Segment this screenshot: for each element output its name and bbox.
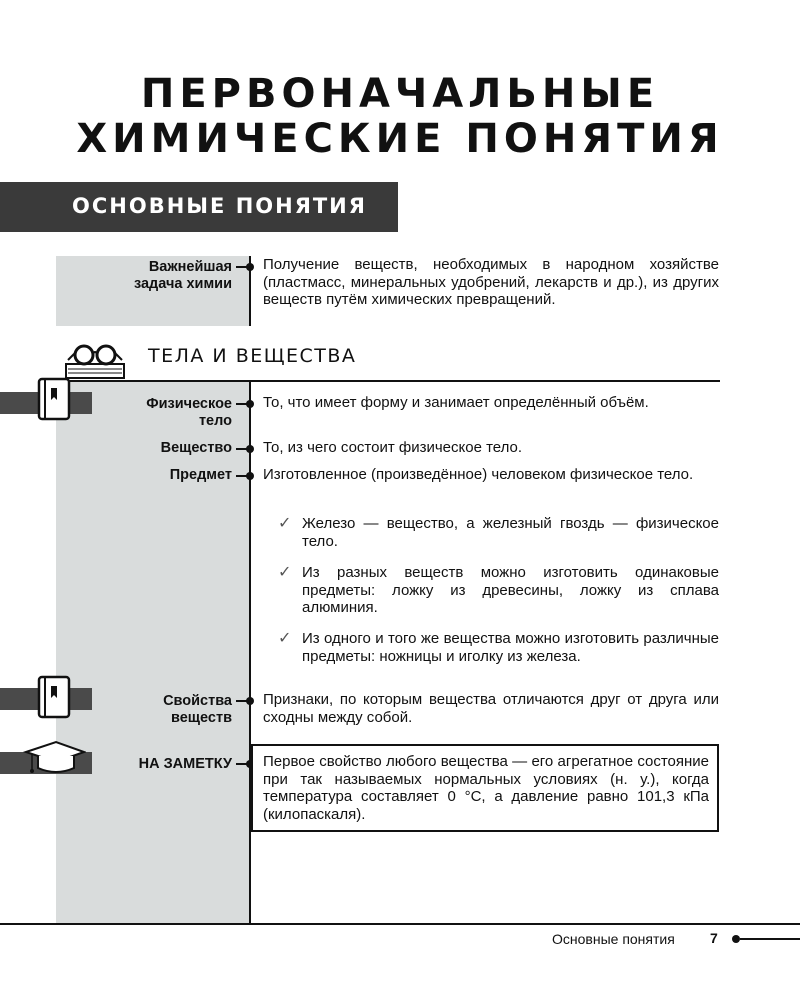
book-icon (36, 376, 72, 422)
footer-rule (0, 923, 800, 925)
subsection-title: ТЕЛА И ВЕЩЕСТВА (148, 345, 357, 367)
example-item: Железо — вещество, а железный гвоздь — физическое тело. (302, 515, 719, 550)
book-icon (36, 674, 72, 720)
section-banner-label: ОСНОВНЫЕ ПОНЯТИЯ (72, 194, 367, 218)
definition-physical-body: То, что имеет форму и занимает определённый объём. (263, 394, 649, 411)
term-column-background (56, 382, 250, 924)
note-label: НА ЗАМЕТКУ (138, 756, 232, 772)
connector-dot (246, 697, 254, 705)
example-item: Из одного и того же вещества можно изготовить различные предметы: ножницы и иголку из железа. (302, 630, 719, 665)
term-object: Предмет (169, 467, 232, 483)
footer-dot (732, 935, 740, 943)
checkmark-icon: ✓ (278, 564, 292, 581)
definition-main-task: Получение веществ, необходимых в народном хозяйстве (пластмасс, минеральных удобрений, лекарств и др.), из других веществ путём химических превращений. (263, 256, 719, 308)
glasses-on-book-icon (62, 338, 132, 382)
term-physical-body: Физическое тело (146, 396, 232, 429)
checkmark-icon: ✓ (278, 515, 292, 532)
connector-dot (246, 263, 254, 271)
graduation-cap-icon (22, 740, 86, 780)
connector-dot (246, 445, 254, 453)
connector-dot (246, 472, 254, 480)
page-number: 7 (710, 930, 718, 946)
definition-substance: То, из чего состоит физическое тело. (263, 439, 523, 456)
definition-properties: Признаки, по которым вещества отличаются друг от друга или сходны между собой. (263, 691, 719, 726)
page-title-line-2: ХИМИЧЕСКИЕ ПОНЯТИЯ (76, 116, 724, 162)
page-title-line-1: ПЕРВОНАЧАЛЬНЫЕ (140, 71, 660, 117)
divider-line (249, 382, 251, 924)
term-substance: Вещество (160, 440, 232, 456)
term-properties: Свойства веществ (163, 693, 232, 726)
definition-object: Изготовленное (произведённое) человеком физическое тело. (263, 466, 694, 483)
checkmark-icon: ✓ (278, 630, 292, 647)
footer-line (740, 938, 800, 940)
footer-section-name: Основные понятия (552, 931, 675, 947)
note-text: Первое свойство любого вещества — его агрегатное состояние при так называемых нормальных условиях (н. у.), когда температура составляет 0 °С, а давление равно 101,3 кПа (килопаскаля). (263, 753, 709, 823)
term-main-task: Важнейшая задача химии (133, 259, 232, 292)
section-banner (0, 182, 398, 232)
example-item: Из разных веществ можно изготовить одинаковые предметы: ложку из древесины, ложку из сплава алюминия. (302, 564, 719, 616)
connector-dot (246, 400, 254, 408)
